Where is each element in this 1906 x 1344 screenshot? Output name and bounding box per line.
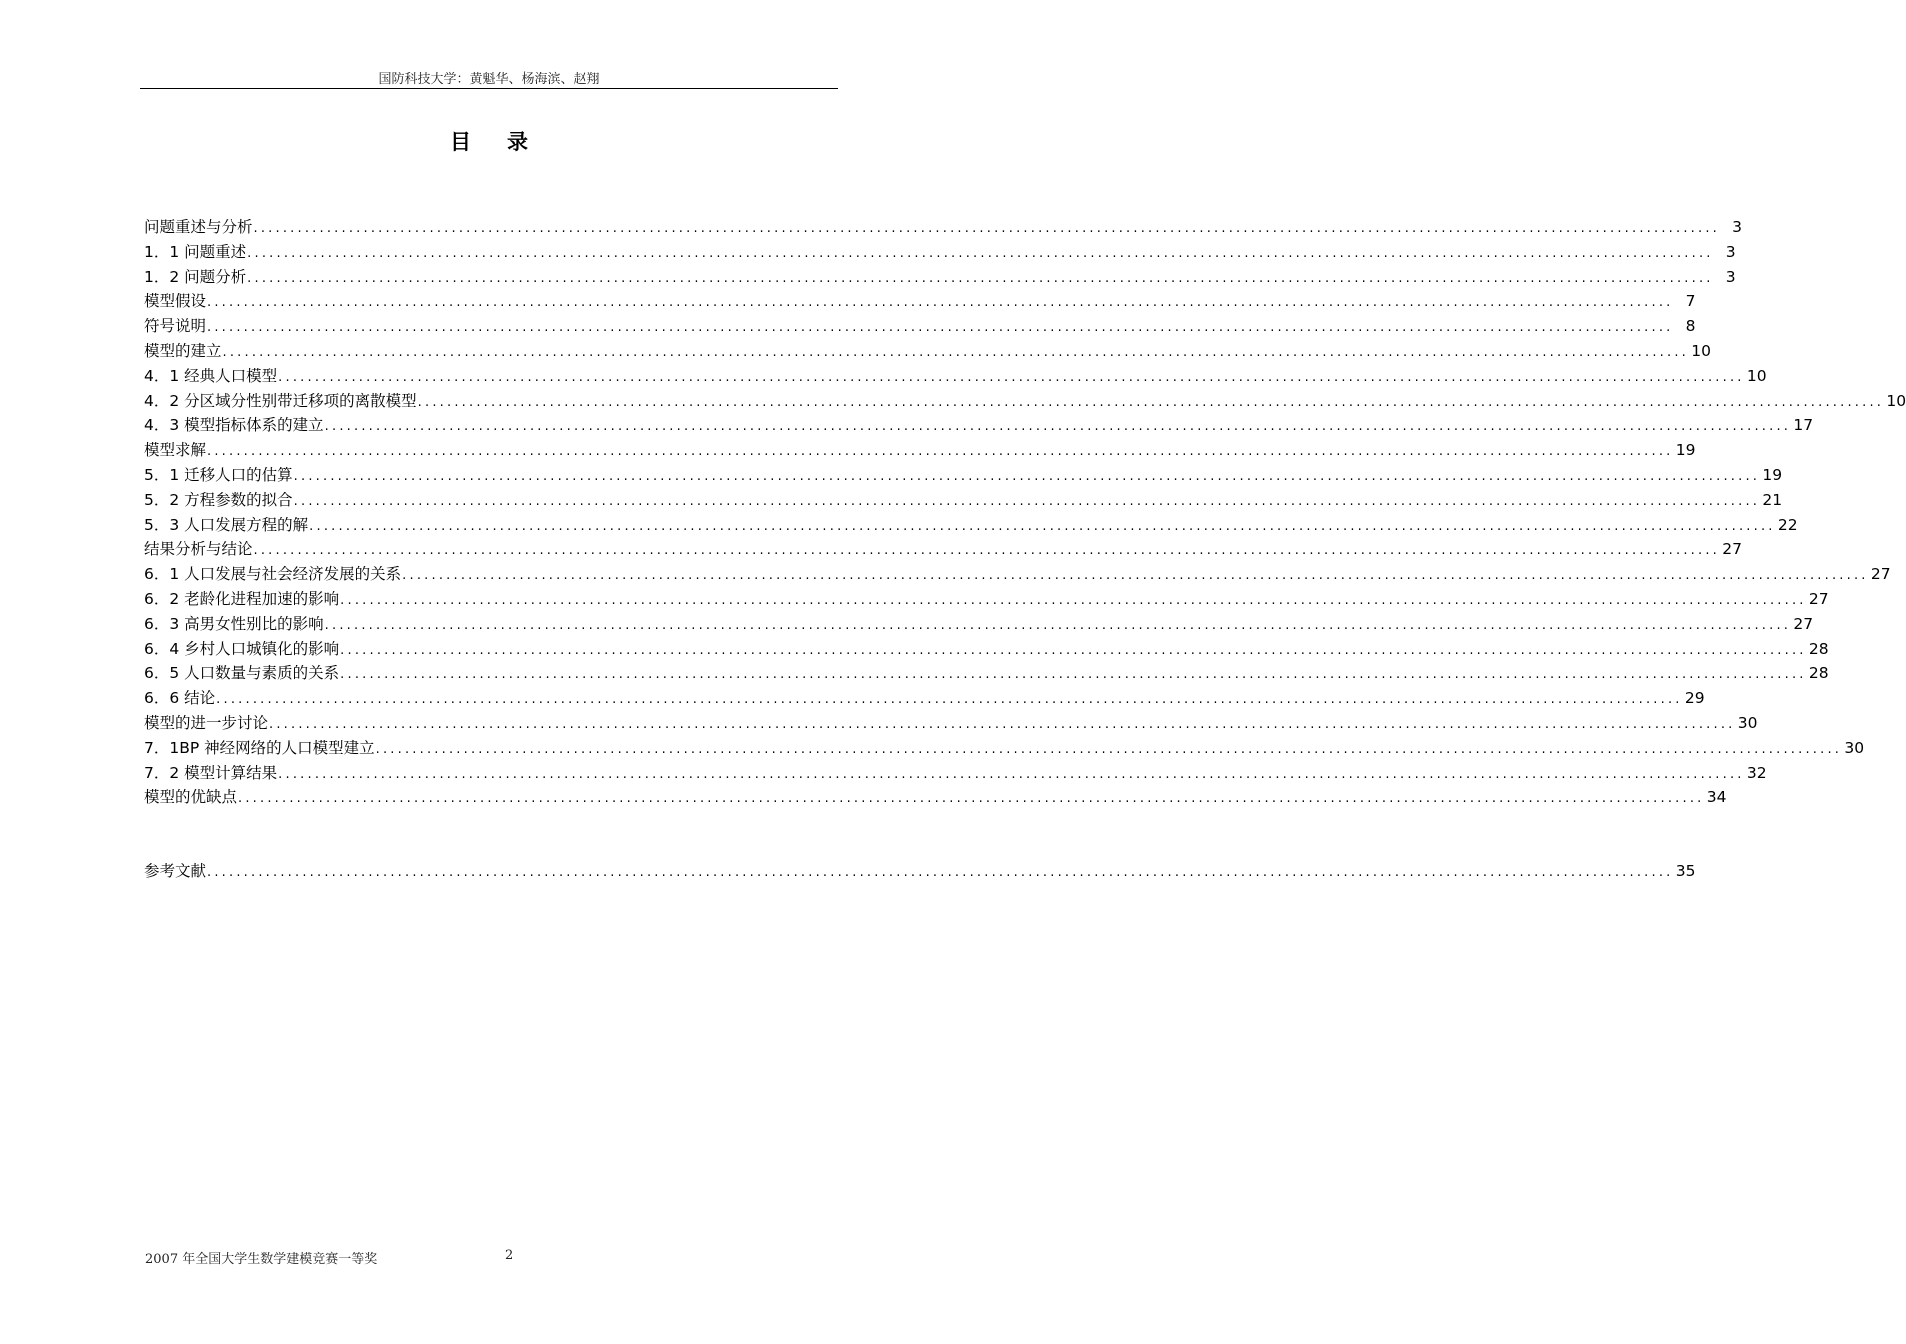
toc-entry[interactable] — [144, 513, 1798, 538]
header-divider — [140, 88, 838, 89]
toc-entry-page: 30 — [1737, 713, 1758, 732]
toc-entry[interactable] — [144, 612, 1814, 637]
footer-page-number: 2 — [505, 1248, 514, 1263]
toc-dot-leader: ........................................................................................................................................................................................................ — [222, 344, 1689, 360]
toc-entry-page: 17 — [1793, 416, 1814, 435]
toc-entry-page: 34 — [1706, 788, 1727, 807]
toc-dot-leader: ........................................................................................................................................................................................................ — [247, 270, 1714, 286]
toc-entry-page: 3 — [1732, 218, 1742, 236]
toc-entry-page: 29 — [1684, 689, 1705, 708]
toc-entry[interactable] — [144, 289, 1696, 314]
toc-entry[interactable] — [144, 637, 1829, 662]
toc-dot-leader: ........................................................................................................................................................................................................ — [309, 518, 1776, 534]
toc-dot-leader: ........................................................................................................................................................................................................ — [207, 295, 1674, 311]
toc-dot-leader: ........................................................................................................................................................................................................ — [278, 766, 1745, 782]
toc-entry-label: 结果分析与结论 — [144, 540, 253, 559]
toc-entry-label: 模型的建立 — [144, 341, 222, 360]
toc-entry-label: 6．5 人口数量与素质的关系 — [144, 664, 340, 683]
toc-entry-page: 27 — [1870, 565, 1891, 584]
toc-dot-leader: ........................................................................................................................................................................................................ — [253, 543, 1720, 559]
toc-entry-label: 模型求解 — [144, 441, 207, 460]
running-header: 国防科技大学：黄魁华、杨海滨、赵翔 — [378, 72, 600, 87]
toc-entry-label: 6．3 高男女性别比的影响 — [144, 614, 324, 633]
toc-dot-leader: ........................................................................................................................................................................................................ — [269, 716, 1736, 732]
toc-entry-label: 7．2 模型计算结果 — [144, 763, 278, 782]
toc-dot-leader: ........................................................................................................................................................................................................ — [238, 791, 1705, 807]
toc-entry-label: 符号说明 — [144, 317, 207, 336]
toc-entry[interactable] — [144, 859, 1696, 884]
toc-dot-leader: ........................................................................................................................................................................................................ — [293, 493, 1761, 509]
toc-entry[interactable] — [144, 711, 1758, 736]
toc-entry-label: 6．6 结论 — [144, 689, 216, 708]
toc-entry[interactable] — [144, 314, 1696, 339]
toc-dot-leader: ........................................................................................................................................................................................................ — [247, 245, 1714, 261]
toc-entry-label: 模型假设 — [144, 292, 207, 311]
toc-entry-page: 3 — [1725, 267, 1736, 286]
toc-dot-leader: ........................................................................................................................................................................................................ — [207, 444, 1674, 460]
toc-entry-label: 参考文献 — [144, 862, 207, 881]
toc-entry-label: 5．2 方程参数的拟合 — [144, 490, 293, 509]
toc-entry-page: 3 — [1725, 242, 1736, 261]
toc-entry-label: 6．2 老龄化进程加速的影响 — [144, 589, 340, 608]
toc-entry-page: 27 — [1793, 614, 1814, 633]
toc-entry[interactable] — [144, 537, 1742, 562]
toc-dot-leader: ........................................................................................................................................................................................................ — [417, 394, 1885, 410]
toc-entry[interactable] — [144, 364, 1767, 389]
toc-entry-label: 1．2 问题分析 — [144, 267, 247, 286]
toc-entry-page: 21 — [1762, 490, 1783, 509]
toc-entry-page: 10 — [1691, 341, 1711, 360]
toc-dot-leader: ........................................................................................................................................................................................................ — [340, 642, 1807, 658]
toc-entry[interactable] — [144, 761, 1767, 786]
toc-dot-leader: ........................................................................................................................................................................................................ — [207, 865, 1674, 881]
toc-entry[interactable] — [144, 339, 1711, 364]
toc-dot-leader: ........................................................................................................................................................................................................ — [340, 667, 1807, 683]
toc-entry-label: 4．1 经典人口模型 — [144, 366, 278, 385]
toc-dot-leader: ........................................................................................................................................................................................................ — [207, 320, 1674, 336]
toc-entry-page: 10 — [1746, 366, 1767, 385]
footer-award-text: 2007 年全国大学生数学建模竞赛一等奖 — [145, 1252, 378, 1267]
toc-entry[interactable] — [144, 413, 1814, 438]
toc-entry[interactable] — [144, 488, 1783, 513]
toc-entry[interactable] — [144, 562, 1891, 587]
toc-entry[interactable] — [144, 215, 1742, 240]
toc-entry-label: 问题重述与分析 — [144, 218, 253, 236]
toc-entry-label: 模型的优缺点 — [144, 788, 238, 807]
toc-entry[interactable] — [144, 265, 1736, 290]
toc-entry[interactable] — [144, 438, 1696, 463]
toc-entry[interactable] — [144, 587, 1829, 612]
toc-entry-page: 19 — [1762, 465, 1783, 484]
toc-entry[interactable] — [144, 661, 1829, 686]
toc-entry-page: 32 — [1746, 763, 1767, 782]
toc-dot-leader: ........................................................................................................................................................................................................ — [216, 692, 1683, 708]
toc-dot-leader: ........................................................................................................................................................................................................ — [375, 741, 1843, 757]
toc-entry-page: 8 — [1685, 317, 1696, 336]
toc-entry-page: 7 — [1685, 292, 1696, 311]
toc-entry-label: 1．1 问题重述 — [144, 242, 247, 261]
table-of-contents — [144, 215, 1906, 884]
toc-entry-page: 28 — [1808, 639, 1829, 658]
toc-entry-label: 5．1 迁移人口的估算 — [144, 465, 293, 484]
toc-entry-label: 4．2 分区域分性别带迁移项的离散模型 — [144, 391, 417, 410]
toc-entry[interactable] — [144, 463, 1783, 488]
toc-dot-leader: ........................................................................................................................................................................................................ — [293, 468, 1761, 484]
toc-entry-page: 19 — [1675, 441, 1696, 460]
toc-entry[interactable] — [144, 785, 1727, 810]
toc-dot-leader: ........................................................................................................................................................................................................ — [253, 221, 1720, 236]
toc-entry-page: 35 — [1675, 862, 1696, 881]
toc-entry-label: 7．1BP 神经网络的人口模型建立 — [144, 738, 375, 757]
toc-entry[interactable] — [144, 736, 1865, 761]
toc-dot-leader: ........................................................................................................................................................................................................ — [278, 369, 1745, 385]
toc-entry-label: 5．3 人口发展方程的解 — [144, 515, 309, 534]
page-title: 目录 — [450, 130, 564, 154]
toc-entry-page: 10 — [1886, 391, 1906, 410]
toc-dot-leader: ........................................................................................................................................................................................................ — [324, 419, 1792, 435]
toc-entry[interactable] — [144, 686, 1705, 711]
toc-entry-label: 4．3 模型指标体系的建立 — [144, 416, 324, 435]
toc-dot-leader: ........................................................................................................................................................................................................ — [340, 592, 1807, 608]
toc-entry[interactable] — [144, 389, 1906, 414]
toc-entry-page: 22 — [1777, 515, 1798, 534]
toc-entry-page: 28 — [1808, 664, 1829, 683]
toc-entry-page: 30 — [1844, 738, 1865, 757]
toc-entry-page: 27 — [1722, 540, 1742, 559]
toc-entry-label: 6．1 人口发展与社会经济发展的关系 — [144, 565, 402, 584]
toc-entry-label: 6．4 乡村人口城镇化的影响 — [144, 639, 340, 658]
toc-entry-page: 27 — [1808, 589, 1829, 608]
toc-entry[interactable] — [144, 240, 1736, 265]
toc-dot-leader: ........................................................................................................................................................................................................ — [324, 617, 1792, 633]
toc-dot-leader: ........................................................................................................................................................................................................ — [402, 568, 1869, 584]
toc-entry-label: 模型的进一步讨论 — [144, 713, 269, 732]
